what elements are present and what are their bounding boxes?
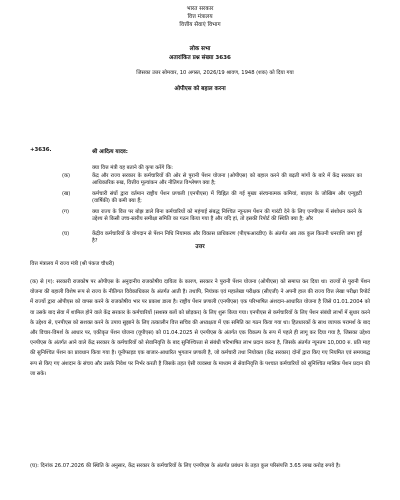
- question-part-label: (क): [62, 173, 71, 179]
- question-number: +3636.: [30, 147, 52, 153]
- question-asker: श्री आदित्य यादव:: [92, 149, 128, 155]
- subject-title: ओपीएस को बहाल करना: [174, 86, 226, 92]
- header-government: भारत सरकार: [186, 6, 214, 12]
- question-part-text: केंद्र और राज्य सरकार के कर्मचारियों की ओर से पुरानी पेंशन योजना (ओपीएस) को बहाल करने की बढ़ती मांगों के बारे में केंद्र सरकार का आधिकारिक रुख, वित्तीय मूल्यांकन और नीतिगत विश्लेषण क्या है;: [92, 173, 362, 187]
- question-lead: क्या वित्त मंत्री यह बताने की कृपा करेंगे कि:: [92, 165, 174, 171]
- question-part-text: केंद्रीय कर्मचारियों के योगदान से पेंशन निधि नियामक और विकास प्राधिकरण (पीएफआरडीए) के अंतर्गत अब तक कुल कितनी धनराशि जमा हुई है?: [92, 231, 362, 245]
- question-part-text: कर्मचारी संघों द्वारा वर्तमान राष्ट्रीय पेंशन प्रणाली (एनपीएस) में चिह्नित की गई मुख्य संरचनात्मक कमियां, बाज़ार के जोखिम और एन्युइटी (वार्षिकी) की कमी क्या हैं;: [92, 191, 362, 205]
- question-part-label: (घ): [62, 231, 70, 237]
- answer-paragraph-a-to-c: (क) से (ग): सरकारी राजकोष पर ओपीएस के अनुदानीय राजकोषीय दायित्व के कारण, सरकार ने पुरानी पेंशन योजना (ओपीएस) को समाप्त कर दिया था। राज्यों से पुरानी पेंशन योजना की बहाली विशेष रूप से राज्य के नीतिगत विवेकाधिकार के अंतर्गत आती है। तथापि, नियंत्रक एवं महालेखा परीक्षक (सीएजी) ने अपनी हाल की राज्य वित्त लेखा परीक्षा रिपोर्ट में राज्यों द्वारा ओपीएस को वापस करने के राजकोषीय भार पर प्रकाश डाला है। राष्ट्रीय पेंशन प्रणाली (एनपीएस) एक परिभाषित अंशदान-आधारित योजना है जिसे 01.01.2004 को या उसके बाद सेवा में शामिल होने वाले केंद्र सरकार के कर्मचारियों (सशस्त्र बलों को छोड़कर) के लिए शुरू किया गया। एनपीएस से कर्मचारियों के लिए पेंशन संबंधी लाभों में सुधार करने के उद्देश्य से, एनपीएस को सशक्त करने के उपाय सुझाने के लिए तत्कालीन वित्त सचिव की अध्यक्षता में एक समिति का गठन किया गया था। हितधारकों के साथ व्यापक परामर्श के बाद और विचार-विमर्श के आधार पर, एकीकृत पेंशन योजना (यूपीएस) को 01.04.2025 से एनपीएस के अंतर्गत एक विकल्प के रूप में पहले ही लागू कर दिया गया है, जिसका उद्देश्य एनपीएस के अंतर्गत आने वाले केंद्र सरकार के कर्मचारियों को सेवानिवृत्ति के बाद सुनिश्चित्त्ता से संबंधी परिभाषित लाभ प्रदान करना है, जिसके अंतर्गत न्यूनतम 10,000 रु. प्रति माह की सुनिश्चित पेंशन का प्रावधान किया गया है। यूनीफाइड एक बाजार-आधारित भुगतान प्रणाली है, जो कर्मचारी तथा नियोक्ता (केंद्र सरकार) दोनों द्वारा किए गए नियमित एवं समयबद्ध रूप से किए गए अंशदान के संचय और उसके निवेश पर निर्भर करती है जिसके तहत ऐसी व्यवस्था के माध्यम से सेवानिवृत्ति के पश्चात कर्मचारियों को सुनिश्चित मासिक पेंशन प्रदान की जा सके।: [30, 279, 370, 377]
- answer-date-line: जिसका उत्तर सोमवार, 10 अगस्त, 2026/19 श्रावण, 1948 (शक) को दिया गया: [136, 70, 294, 76]
- header-question-number: अतारांकित प्रश्न संख्या 3636: [169, 55, 231, 61]
- question-part-text: क्या राज्य के वित्त पर बोझ डाले बिना कर्मचारियों को महंगाई संबद्ध निश्चित न्यूनतम पेंशन की गारंटी देने के लिए एनपीएस में संशोधन करने के उद्देश्य से किसी उच्च-स्तरीय समीक्षा समिति का गठन किया गया है और यदि हां, तो इसकी रिपोर्ट की स्थिति क्या है; और: [92, 209, 362, 223]
- answer-paragraph-d: (घ): दिनांक 26.07.2026 की स्थिति के अनुसार, केंद्र सरकार के कर्मचारियों के लिए एनपीएस के अंतर्गत प्रबंधन के तहत कुल परिसंपत्ति 3.65 लाख करोड़ रुपये है।: [30, 463, 341, 469]
- header-department: वित्तीय सेवाएं विभाग: [179, 22, 221, 28]
- question-part-label: (ग): [62, 209, 69, 215]
- header-ministry: वित्त मंत्रालय: [187, 14, 213, 20]
- answer-heading: उत्तर: [195, 244, 205, 250]
- answer-minister: वित्त मंत्रालय में राज्य मंत्री (श्री पंकज चौधरी): [30, 261, 115, 267]
- header-house: लोक सभा: [189, 46, 211, 52]
- question-part-label: (ख): [62, 191, 71, 197]
